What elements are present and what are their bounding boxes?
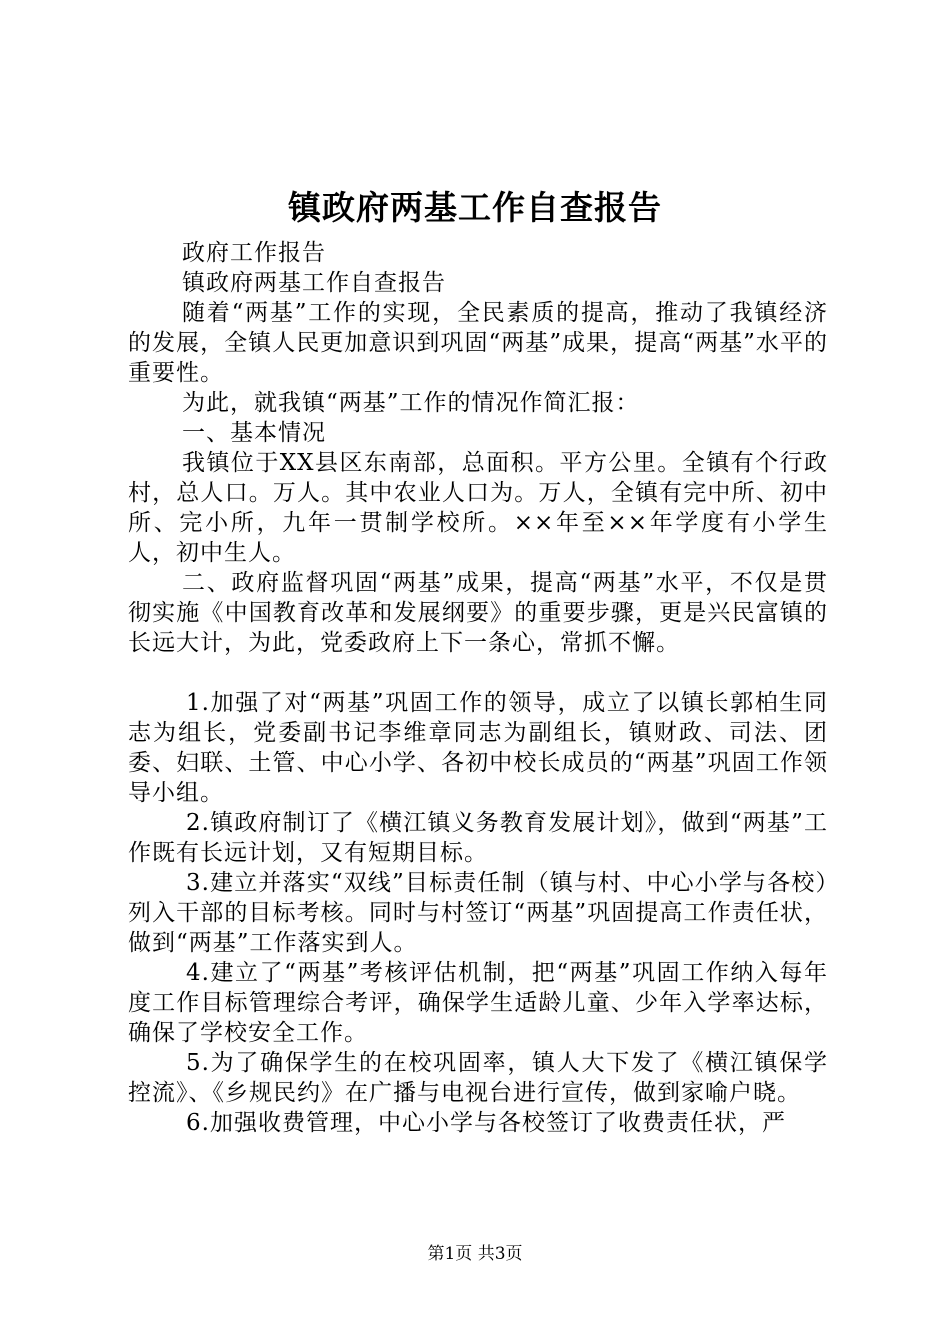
list-item: 2.镇政府制订了《横江镇义务教育发展计划》，做到“两基”工作既有长远计划，又有短期目标。	[128, 810, 828, 866]
paragraph: 随着“两基”工作的实现，全民素质的提高，推动了我镇经济的发展，全镇人民更加意识到巩固“两基”成果，提高“两基”水平的重要性。	[128, 300, 828, 386]
document-body	[128, 238, 828, 1138]
paragraph: 政府工作报告	[182, 240, 326, 266]
page-footer: 第1页 共3页	[427, 1244, 523, 1264]
list-item: 6.加强收费管理，中心小学与各校签订了收费责任状，严	[186, 1110, 786, 1136]
blank-line	[128, 658, 828, 688]
list-item: 1.加强了对“两基”巩固工作的领导，成立了以镇长郭柏生同志为组长，党委副书记李维章同志为副组长，镇财政、司法、团委、妇联、土管、中心小学、各初中校长成员的“两基”巩固工作领导小组。	[128, 690, 828, 806]
list-item: 4.建立了“两基”考核评估机制，把“两基”巩固工作纳入每年度工作目标管理综合考评，确保学生适龄儿童、少年入学率达标，确保了学校安全工作。	[128, 960, 828, 1046]
paragraph: 二、政府监督巩固“两基”成果，提高“两基”水平，不仅是贯彻实施《中国教育改革和发展纲要》的重要步骤，更是兴民富镇的长远大计，为此，党委政府上下一条心，常抓不懈。	[128, 570, 828, 656]
paragraph: 我镇位于XX县区东南部，总面积。平方公里。全镇有个行政村，总人口。万人。其中农业人口为。万人，全镇有完中所、初中所、完小所，九年一贯制学校所。××年至××年学度有小学生人，初中生人。	[128, 450, 828, 566]
paragraph: 为此，就我镇“两基”工作的情况作简汇报：	[182, 390, 640, 416]
list-item: 3.建立并落实“双线”目标责任制（镇与村、中心小学与各校）列入干部的目标考核。同时与村签订“两基”巩固提高工作责任状，做到“两基”工作落实到人。	[128, 870, 828, 956]
list-item: 5.为了确保学生的在校巩固率，镇人大下发了《横江镇保学控流》、《乡规民约》在广播与电视台进行宣传，做到家喻户晓。	[128, 1050, 828, 1106]
document-title: 镇政府两基工作自查报告	[288, 188, 662, 227]
section-heading: 一、基本情况	[182, 420, 326, 446]
paragraph: 镇政府两基工作自查报告	[182, 270, 446, 296]
